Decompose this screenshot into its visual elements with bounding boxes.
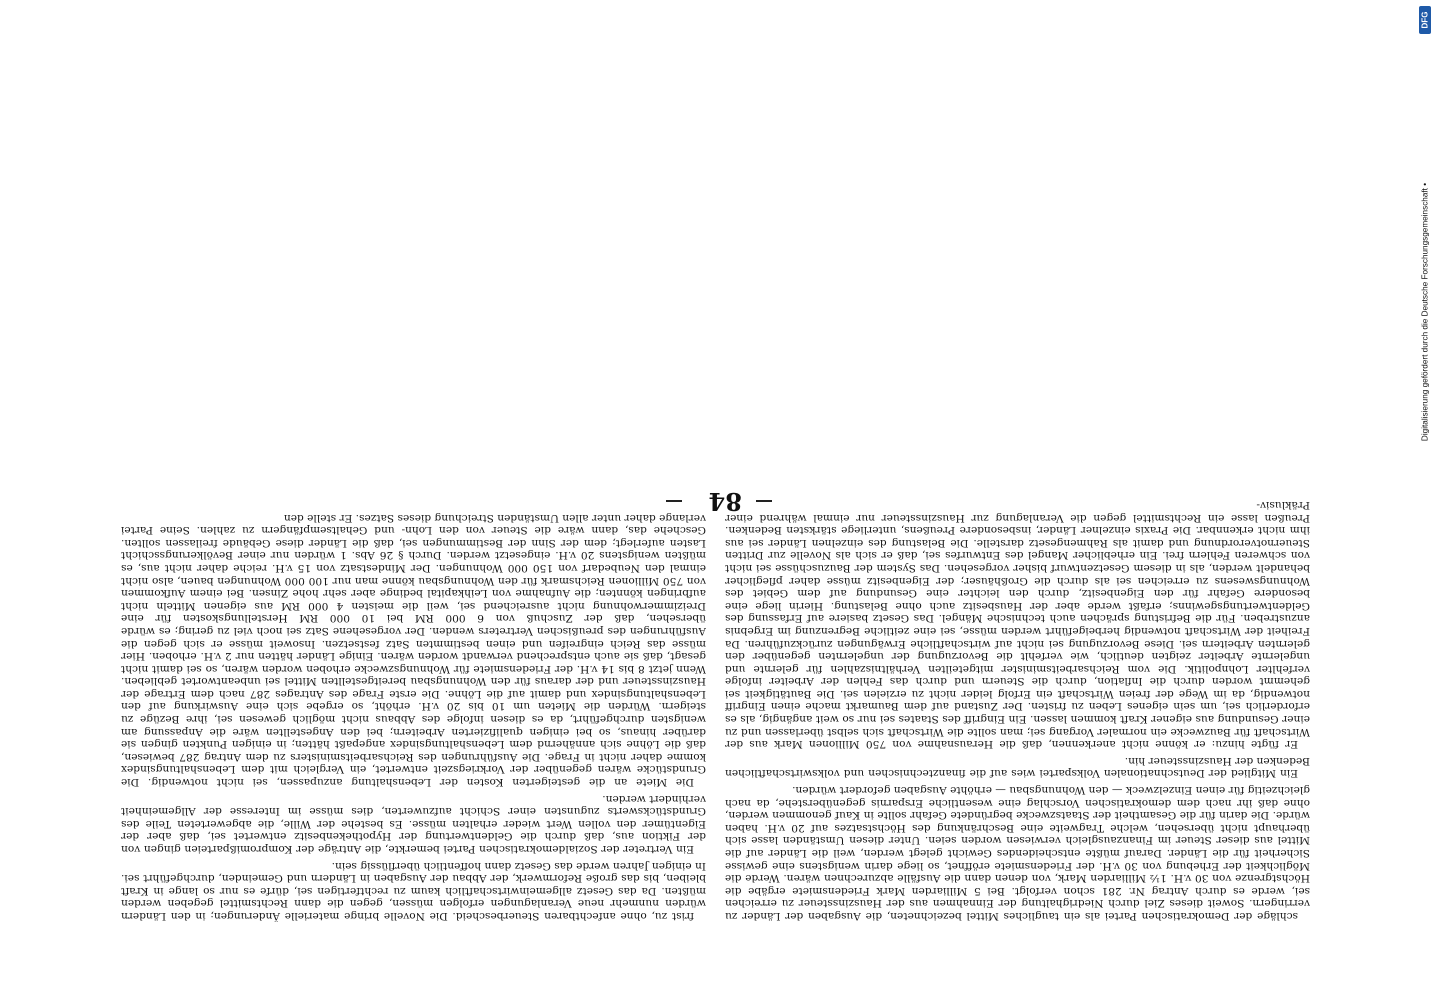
paragraph: Ein Mitglied der Deutschnationalen Volkspartei wies auf die finanztechnischen und volkswirtschaftlichen Bedenken der Hauszinssteuer hin.: [725, 754, 1310, 780]
text-column-left: [725, 70, 1310, 922]
text-column-right: [121, 70, 706, 922]
dfg-logo-text: DFG: [1420, 11, 1430, 29]
paragraph: Er fügte hinzu: er könne nicht anerkennen, daß die Herausnahme von 750 Millionen Mark aus der Wirtschaft für Bauzwecke ein normaler Vorgang sei; man sollte die Wirtschaft sich selbst überlassen und zu einer Gesundung aus eigener Kraft kommen lassen. Ein Eingriff des Staates sei nur so weit angängig, als es erforderlich sei, um sein eigenes Leben zu fristen. Der Zustand auf dem Baumarkt mache einen Eingriff notwendig, da im Wege der freien Wirtschaft ein Erfolg leider nicht zu erzielen sei. Die Bautätigkeit sei gehemmt worden durch die Inflation, durch die Steuern und durch das Fehlen der Arbeiter infolge verfehlter Lohnpolitik. Die vom Reichsarbeitsminister mitgeteilten Verhältniszahlen für gelernte und ungelernte Arbeiter zeigten deutlich, wie verfehlt die Bevorzugung der ungelernten gegenüber den gelernten Arbeitern sei. Diese Bevorzugung sei nicht auf wirtschaftliche Erwägungen zurückzuführen. Da Freiheit der Wirtschaft notwendig herbeigeführt werden müsse, sei eine zeitliche Begrenzung im Ergebnis anzustreben. Für die Befristung sprächen auch technische Mängel. Das Gesetz basiere auf Erfassung des Geldentwertungsgewinns; erfaßt werde aber der Hausbesitz auch ohne Belastung. Hierin liege eine besondere Gefahr für den Eigenbesitz, durch den leichter eine Gesundung auf dem Gebiet des Wohnungswesens zu erreichen sei als durch die Großhäuser; der Eigenbesitz müsse daher pfleglicher behandelt werden, als in diesem Gesetzentwurf bisher vorgesehen. Das System der Bauzuschüsse sei nicht von schweren Fehlern frei. Ein erheblicher Mangel des Entwurfes sei, daß er sich als Novelle zur Dritten Steuernotverordnung und damit als Rahmengesetz darstelle. Die Belastung des einzelnen Länder sei aus ihm nicht erkennbar. Die Praxis einzelner Länder, insbesondere Preußens, unterliege stärksten Bedenken. Preußen lasse ein Rechtsmittel gegen die Veranlagung zur Hauszinssteuer nur einmal während einer Präklusiv-: [725, 499, 1310, 751]
digitization-notice: Digitalisierung gefördert durch die Deutsche Forschungsgemeinschaft •: [1420, 182, 1430, 442]
paragraph: frist zu, ohne anfechtbaren Steuerbescheid. Die Novelle bringe materielle Änderungen; in den Ländern würden nunmehr neue Veranlagungen erfolgen müssen, gegen die dann Rechtsmittel gegeben werden müßten. Da das Gesetz allgemeinwirtschaftlich kaum zu rechtfertigen sei, dürfe es nur so lange in Kraft bleiben, bis das große Reformwerk, der Abbau der Ausgaben in Ländern und Gemeinden, durchgeführt sei. In einigen Jahren werde das Gesetz dann hoffentlich überflüssig sein.: [121, 859, 706, 922]
paragraph: Die Miete an die gesteigerten Kosten der Lebenshaltung anzupassen, sei nicht notwendig. Die Grundstücke wären gegenüber der Vorkriegszeit entwertet, ein Vergleich mit dem Lebenshaltungsindex komme daher nicht in Frage. Die Ausführungen des Reichsarbeitsministers zu dem Antrag 287 bewiesen, daß die Löhne sich annähernd dem Lebenshaltungsindex angepaßt hätten; in einigen Punkten gingen sie darüber hinaus, so bei einigen qualifizierten Arbeitern; bei den Angestellten wäre die Anpassung am wenigsten durchgeführt, da es diesen infolge des Abbaus nicht möglich gewesen sei, ihre Bezüge zu steigern. Würden die Mieten um 10 bis 20 v.H. erhöht, so ergebe sich eine Auswirkung auf den Lebenshaltungsindex und damit auf die Löhne. Die erste Frage des Antrages 287 nach dem Ertrage der Hauszinssteuer und der daraus für den Wohnungsbau bereitgestellten Mittel sei unbeantwortet geblieben. Wenn jetzt 8 bis 14 v.H. der Friedensmiete für Wohnungszwecke erhoben worden wären, so sei damit nicht gesagt, daß sie auch entsprechend verwandt worden wären. Einige Länder hätten nur 2 v.H. erhoben. Hier müsse das Reich eingreifen und einen bestimmten Satz festsetzen. Insoweit müsse er sich gegen die Ausführungen des preußischen Vertreters wenden. Der vorgesehene Satz sei noch viel zu gering; es würde übersehen, daß der Zuschuß von 6 000 RM bei 10 000 RM Herstellungskosten für eine Dreizimmerwohnung nicht ausreichend sei, weil die meisten 4 000 RM aus eigenen Mitteln nicht aufbringen könnten; die Aufnahme von Leihkapital bedinge aber sehr hohe Zinsen. Bei einem Aufkommen von 750 Millionen Reichsmark für den Wohnungsbau könne man nur 100 000 Wohnungen bauen, also nicht einmal den Neubedarf von 150 000 Wohnungen. Der Mindestsatz von 15 v.H. reiche daher nicht aus, es müßten wenigstens 20 v.H. eingesetzt werden. Durch § 26 Abs. 1 würden nur einer Bevölkerungsschicht Lasten auferlegt; dem der Sinn der Bestimmungen sei, daß die Länder diese Gebäude freilassen sollten. Geschehe das, dann wäre die Steuer von den Lohn- und Gehaltsempfängern zu zahlen. Seine Partei verlange daher unter allen Umständen Streichung dieses Satzes. Er stelle den: [121, 511, 706, 789]
paragraph: schläge der Demokratischen Partei als ein taugliches Mittel bezeichneten, die Ausgaben der Länder zu verringern. Soweit dieses Ziel durch Niedrighaltung der Einnahmen aus der Hauszinssteuer zu erreichen sei, werde es durch Antrag Nr. 281 schon verfolgt. Bei 5 Milliarden Mark Friedensmiete ergäbe die Höchstgrenze von 30 v.H. 1½ Milliarden Mark, von denen dann die Ausfälle abzurechnen wären. Werde die Möglichkeit der Erhebung von 30 v.H. der Friedensmiete eröffnet, so liege darin wenigstens eine gewisse Sicherheit für die Länder. Darauf müßte entscheidendes Gewicht gelegt werden, weil die Länder auf die Mittel aus dieser Steuer im Finanzausgleich verwiesen worden seien. Unter diesen Umständen lasse sich überhaupt nicht übersehen, welche Tragweite eine Beschränkung des Höchstsatzes auf 20 v.H. haben würde. Die darin für die Gesamtheit der Staatszwecke begründete Gefahr sollte in Kauf genommen werden, ohne daß ihr nach dem demokratischen Vorschlag eine wesentliche Ersparnis gegenüberstehe, da nach gleichzeitig für einen Einzelzweck — den Wohnungsbau — erhöhte Ausgaben gefordert würden.: [725, 784, 1310, 922]
digitization-side-strip: [1418, 0, 1432, 1000]
paragraph: Ein Vertreter der Sozialdemokratischen Partei bemerkte, die Anträge der Kompromißparteien gingen von der Fiktion aus, daß durch die Geldentwertung der Hypothekenbesitz entwertet sei, daß aber der Eigentümer den vollen Wert wieder erhalten müsse. Es bestehe der Wille, die abgewerteten Teile des Grundstückswerts zugunsten einer Schicht aufzuwerten, dies müsse im Interesse der Allgemeinheit verhindert werden.: [121, 792, 706, 856]
page-number: 84: [708, 487, 742, 516]
dfg-logo: [1419, 6, 1431, 34]
